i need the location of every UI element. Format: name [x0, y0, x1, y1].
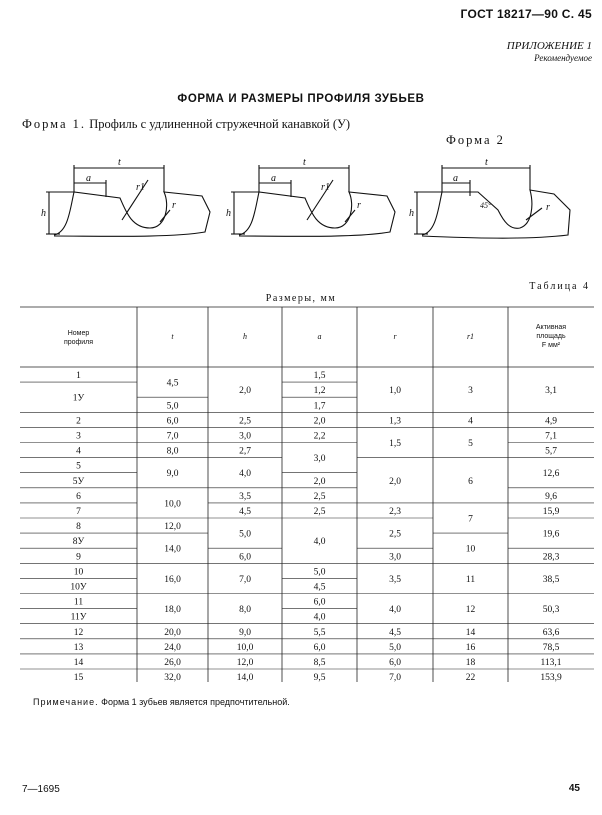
table-cell: 12	[465, 605, 476, 616]
label-h-3: h	[409, 208, 414, 219]
table-cell: 3,0	[313, 454, 326, 465]
label-r1-2: r1	[321, 182, 330, 193]
table-cell: 4,5	[166, 378, 179, 389]
table-cell: 1	[76, 371, 81, 382]
table-cell: 3,5	[239, 491, 251, 502]
label-t-2: t	[303, 157, 306, 168]
label-a-1: a	[86, 173, 91, 184]
table-cell: 1,7	[313, 401, 326, 412]
table-cell: 2,7	[239, 446, 251, 457]
table-cell: 5,5	[313, 627, 326, 638]
header-active-area: площадь	[536, 333, 566, 340]
table-label: Таблица 4	[529, 281, 590, 292]
table-cell: 9,6	[545, 491, 557, 502]
table-cell: 16,0	[164, 574, 181, 585]
table-cell: 3	[76, 431, 81, 442]
table-cell: 50,3	[542, 605, 560, 616]
table-note	[33, 697, 290, 707]
profile-drawing-1	[46, 165, 210, 236]
header-profile-number: профиля	[63, 339, 94, 346]
table-cell: 5,0	[313, 567, 326, 578]
dimensions-table	[20, 305, 594, 682]
table-cell: 4,0	[313, 537, 326, 548]
label-a-2: a	[271, 173, 276, 184]
table-cell: 9,0	[239, 627, 251, 638]
table-cell: 78,5	[542, 642, 560, 653]
table-cell: 11У	[70, 612, 87, 623]
table-units: Размеры, мм	[265, 293, 337, 304]
header-t: t	[171, 332, 174, 341]
header-active-area: F мм²	[541, 342, 561, 349]
tooth-profile-drawings	[40, 150, 580, 250]
profile-drawing-2	[231, 165, 395, 236]
table-cell: 4,0	[313, 612, 326, 623]
header-r: r	[393, 332, 397, 341]
table-cell: 7,0	[239, 574, 251, 585]
table-cell: 153,9	[540, 673, 562, 682]
table-cell: 2,3	[389, 506, 401, 517]
table-cell: 3,0	[389, 552, 401, 563]
form1-heading	[22, 117, 350, 132]
table-cell: 6,0	[166, 416, 179, 427]
footer-print-code: 7—1695	[22, 784, 60, 795]
table-cell: 4,5	[239, 506, 251, 517]
table-cell: 12	[73, 627, 84, 638]
table-cell: 4,0	[239, 469, 251, 480]
table-cell: 14,0	[164, 544, 181, 555]
table-cell: 4,9	[545, 416, 557, 427]
table-cell: 4,5	[389, 627, 401, 638]
table-cell: 1,5	[313, 371, 326, 382]
table-cell: 5,0	[166, 401, 179, 412]
table-cell: 12,0	[236, 657, 254, 668]
table-cell: 5	[468, 439, 473, 449]
table-cell: 8У	[72, 537, 85, 548]
table-cell: 6,0	[389, 657, 401, 668]
label-h-1: h	[41, 208, 46, 219]
table-cell: 10	[73, 567, 84, 578]
table-cell: 1,3	[389, 416, 401, 427]
table-cell: 15	[73, 673, 84, 682]
standard-header: ГОСТ 18217—90 С. 45	[460, 7, 592, 21]
table-cell: 26,0	[164, 657, 181, 668]
table-cell: 2,5	[313, 491, 326, 502]
table-cell: 28,3	[542, 552, 560, 563]
label-a-3: a	[453, 173, 458, 184]
form1-label: Форма 1.	[22, 117, 87, 131]
table-cell: 1У	[72, 393, 85, 404]
table-cell: 6,0	[313, 642, 326, 653]
table-cell: 10	[465, 544, 476, 555]
table-cell: 14,0	[236, 673, 254, 682]
table-cell: 12,6	[542, 469, 560, 480]
table-cell: 13	[73, 642, 84, 653]
table-cell: 3,5	[389, 574, 401, 585]
table-cell: 16	[465, 642, 476, 653]
table-cell: 10,0	[236, 642, 254, 653]
table-cell: 7	[76, 506, 81, 517]
table-cell: 3	[468, 386, 473, 397]
table-cell: 2,5	[389, 529, 401, 540]
table-cell: 2	[76, 416, 81, 427]
table-cell: 14	[73, 657, 84, 668]
table-cell: 5У	[72, 476, 85, 487]
table-cell: 9,0	[166, 469, 179, 480]
table-cell: 10,0	[164, 499, 181, 510]
header-r1: r1	[466, 332, 475, 341]
page-number: 45	[568, 783, 580, 794]
table-cell: 1,0	[389, 386, 401, 397]
table-cell: 2,0	[239, 386, 251, 397]
table-cell: 7,0	[389, 673, 401, 682]
table-cell: 12,0	[164, 522, 181, 533]
table-cell: 8,5	[313, 657, 326, 668]
table-cell: 2,5	[239, 416, 251, 427]
table-cell: 10У	[70, 582, 87, 593]
label-h-2: h	[226, 208, 231, 219]
table-cell: 9,5	[313, 673, 326, 682]
table-cell: 4,0	[389, 605, 401, 616]
table-cell: 7,0	[166, 431, 179, 442]
table-cell: 4,5	[313, 582, 326, 593]
annex-note: Рекомендуемое	[534, 53, 592, 63]
table-cell: 2,0	[313, 416, 326, 427]
table-cell: 3,0	[239, 431, 251, 442]
table-cell: 38,5	[542, 574, 560, 585]
table-cell: 8,0	[239, 605, 251, 616]
header-a: a	[317, 332, 322, 341]
page-title: ФОРМА И РАЗМЕРЫ ПРОФИЛЯ ЗУБЬЕВ	[177, 93, 425, 105]
table-cell: 5,0	[389, 642, 401, 653]
form2-label: Форма 2	[446, 133, 505, 147]
header-profile-number: Номер	[67, 330, 90, 337]
table-cell: 7	[468, 514, 473, 525]
table-cell: 6,0	[239, 552, 251, 563]
label-t-1: t	[118, 157, 121, 168]
table-cell: 15,9	[542, 506, 560, 517]
label-r-1: r	[172, 200, 176, 211]
table-cell: 2,0	[313, 476, 326, 487]
table-cell: 20,0	[164, 627, 181, 638]
annex-label: ПРИЛОЖЕНИЕ 1	[506, 40, 592, 52]
table-cell: 8,0	[166, 446, 179, 457]
header-active-area: Активная	[535, 324, 567, 331]
table-cell: 11	[465, 574, 476, 585]
table-cell: 7,1	[545, 431, 557, 442]
note-label: Примечание.	[33, 697, 99, 707]
table-cell: 1,2	[313, 386, 326, 397]
table-cell: 18,0	[164, 605, 181, 616]
label-t-3: t	[485, 157, 488, 168]
table-cell: 22	[465, 673, 476, 682]
label-r-2: r	[357, 200, 361, 211]
table-cell: 19,6	[542, 529, 560, 540]
table-cell: 8	[76, 522, 81, 533]
table-cell: 24,0	[164, 642, 181, 653]
table-cell: 18	[465, 657, 476, 668]
label-r1-1: r1	[136, 182, 145, 193]
table-cell: 3,1	[545, 386, 557, 397]
table-cell: 4	[468, 416, 473, 427]
table-cell: 4	[76, 446, 81, 457]
table-cell: 1,5	[389, 439, 401, 449]
table-cell: 63,6	[542, 627, 560, 638]
table-cell: 5	[76, 461, 81, 472]
table-cell: 14	[465, 627, 476, 638]
table-cell: 2,5	[313, 506, 326, 517]
table-cell: 6,0	[313, 597, 326, 608]
table-cell: 5,7	[545, 446, 557, 457]
table-cell: 2,2	[313, 431, 326, 442]
label-angle-3: 45°	[480, 201, 492, 210]
table-cell: 113,1	[540, 657, 562, 668]
table-cell: 9	[76, 552, 81, 563]
table-cell: 2,0	[389, 476, 401, 487]
table-cell: 5,0	[239, 529, 251, 540]
form1-caption: Профиль с удлиненной стружечной канавкой (У)	[89, 117, 351, 131]
label-r-3: r	[546, 202, 550, 213]
table-cell: 11	[73, 597, 84, 608]
header-h: h	[243, 332, 247, 341]
note-text: Форма 1 зубьев является предпочтительной.	[101, 697, 290, 707]
table-cell: 6	[76, 491, 81, 502]
table-cell: 32,0	[164, 673, 181, 682]
table-cell: 6	[468, 476, 473, 487]
